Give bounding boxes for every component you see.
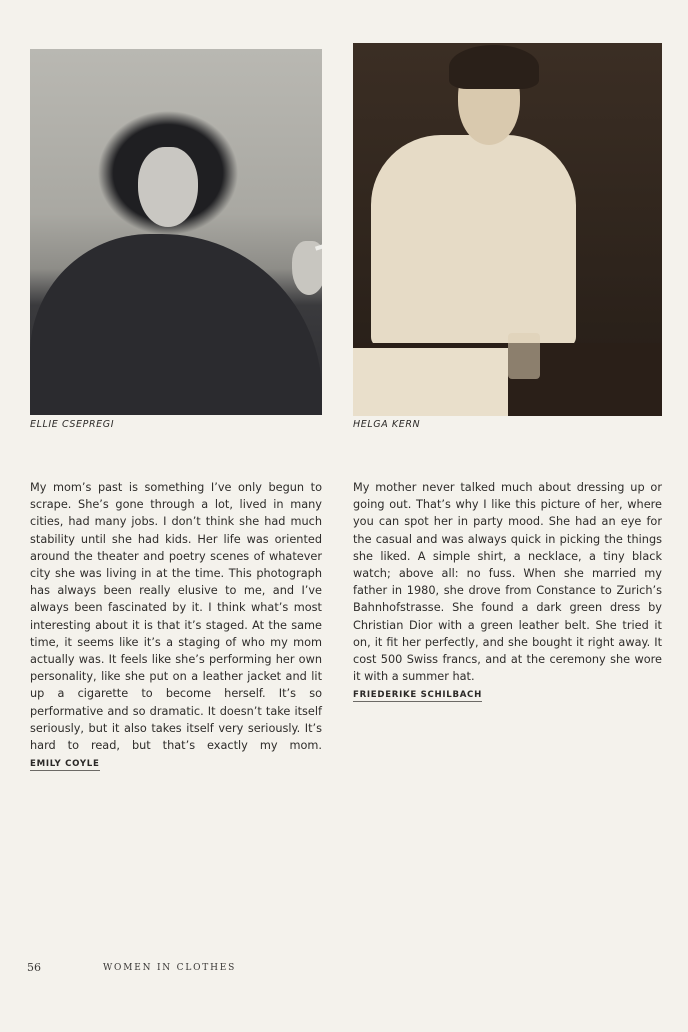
essay-left xyxy=(30,479,322,773)
photo-detail-paper xyxy=(353,348,508,416)
photo-detail-face xyxy=(138,147,198,227)
essay-right-author: FRIEDERIKE SCHILBACH xyxy=(353,690,482,701)
page-number: 56 xyxy=(27,961,41,974)
photo-caption-left: ELLIE CSEPREGI xyxy=(30,419,115,430)
photo-ellie-csepregi xyxy=(30,49,322,415)
photo-detail-glass xyxy=(508,333,540,379)
photo-detail-jacket xyxy=(30,234,322,415)
photo-caption-right: HELGA KERN xyxy=(353,419,421,430)
photo-helga-kern xyxy=(353,43,662,416)
photo-detail-hair xyxy=(449,45,539,89)
essay-left-author: EMILY COYLE xyxy=(30,759,100,770)
essay-left-text: My mom’s past is something I’ve only begun to scrape. She’s gone through a lot, lived in many cities, had many jobs. I don’t think she had much stability until she had kids. Her life was oriented around the theater and poetry scenes of whatever city she was living in at the time. This photograph has always been really elusive to me, and I’ve always been fascinated by it. I think what’s most interesting about it is that it’s staged. At the same time, it seems like it’s a staging of who my mom actually was. It feels like she’s performing her own personality, like she put on a leather jacket and lit up a cigarette to become herself. It’s so performative and so dramatic. It doesn’t take itself seriously, but it also takes itself very seriously. It’s hard to read, but that’s exactly my mom. xyxy=(30,481,322,753)
photo-detail-shirt xyxy=(371,135,576,347)
running-title: WOMEN IN CLOTHES xyxy=(103,963,237,973)
essay-right xyxy=(353,479,662,705)
essay-right-text: My mother never talked much about dressing up or going out. That’s why I like this picture of her, where you can spot her in party mood. She had an eye for the casual and was always quick in picking the things she liked. A simple shirt, a necklace, a tiny black watch; above all: no fuss. When she married my father in 1980, she drove from Constance to Zurich’s Bahnhofstrasse. She found a dark green dress by Christian Dior with a green leather belt. She tried it on, it fit her perfectly, and she bought it right away. It cost 500 Swiss francs, and at the ceremony she wore it with a summer hat. xyxy=(353,481,662,684)
